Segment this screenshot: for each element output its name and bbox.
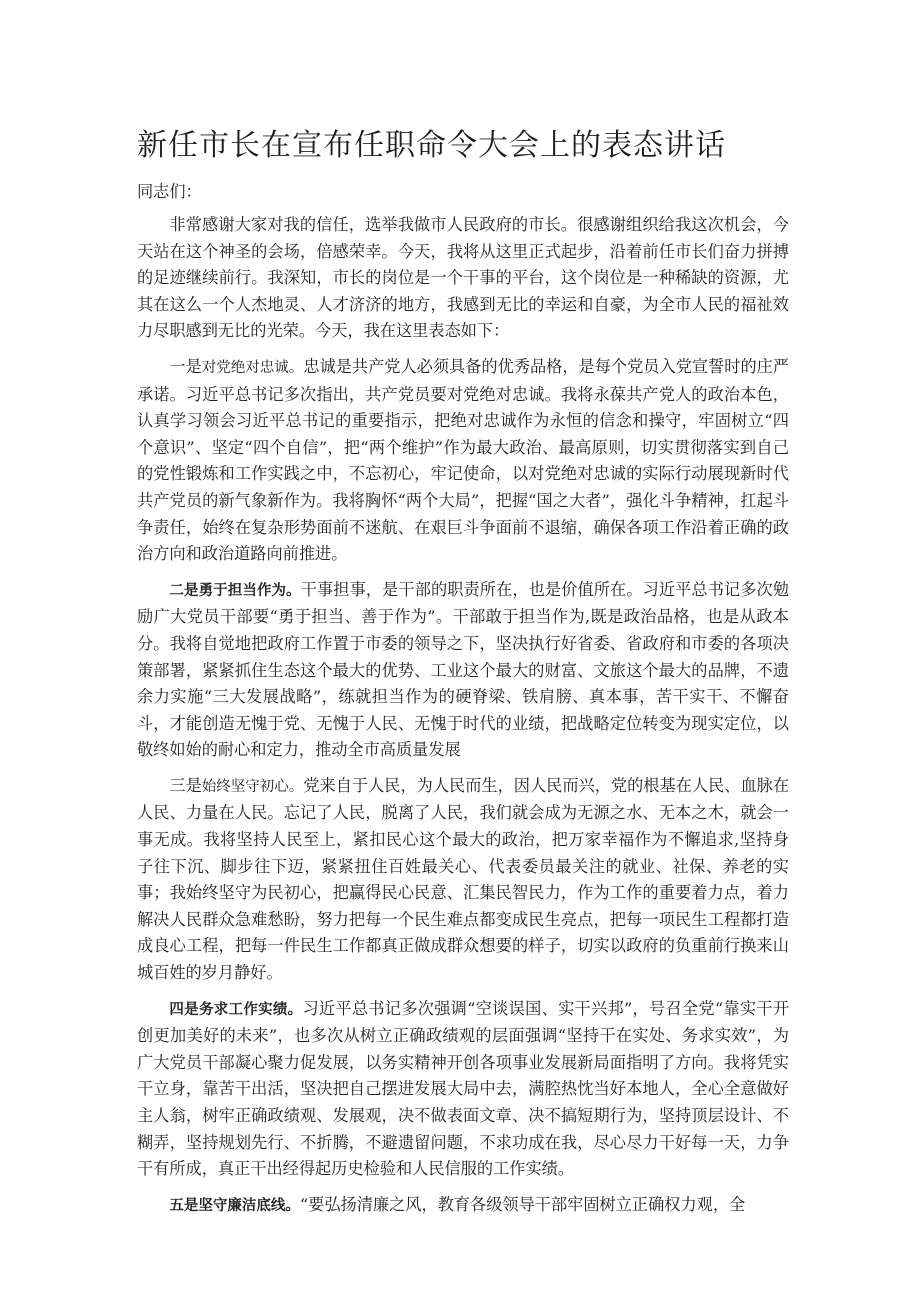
document-title: 新任市长在宣布任职命令大会上的表态讲话: [137, 128, 726, 163]
section-heading: 对党绝对忠诚。: [201, 359, 304, 376]
section-heading: 勇于担当作为。: [198, 582, 301, 599]
section-heading: 务求工作实绩。: [198, 1001, 303, 1018]
section-heading: 五是坚守廉洁底线。: [169, 1197, 300, 1214]
section-paragraph-5: [137, 1192, 789, 1220]
salutation: 同志们：: [137, 182, 202, 201]
section-body: 党来自于人民，为人民而生，因人民而兴，党的根基在人民、血脉在人民、力量在人民。忘记了人民，脱离了人民，我们就会成为无源之水、无本之木，就会一事无成。我将坚持人民至上，紧扣民心这个最大的政治，把万家幸福作为不懈追求,坚持身子往下沉、脚步往下迈，紧紧扭住百姓最关心、代表委员最关注的就业、社保、养老的实事；我始终坚守为民初心，把赢得民心民意、汇集民智民力，作为工作的重要着力点，着力解决人民群众急难愁盼，努力把每一个民生难点都变成民生亮点，把每一项民生工程都打造成良心工程，把每一件民生工作都真正做成群众想要的样子，切实以政府的负重前行换来山城百姓的岁月静好。: [137, 775, 790, 983]
section-paragraph-3: [137, 773, 789, 987]
section-body: 忠诚是共产党人必须具备的优秀品格，是每个党员入党宣誓时的庄严承诺。习近平总书记多次指出，共产党员要对党绝对忠诚。我将永葆共产党人的政治本色，认真学习领会习近平总书记的重要指示，把绝对忠诚作为永恒的信念和操守，牢固树立“四个意识”、坚定“四个自信”，把“两个维护”作为最大政治、最高原则，切实贯彻落实到自己的党性锻炼和工作实践之中，不忘初心，牢记使命，以对党绝对忠诚的实际行动展现新时代共产党员的新气象新作为。我将胸怀“两个大局”，把握“国之大者”，强化斗争精神，扛起斗争责任，始终在复杂形势面前不迷航、在艰巨斗争面前不退缩，确保各项工作沿着正确的政治方向和政治道路向前推进。: [137, 356, 790, 564]
section-body: 干事担事，是干部的职责所在，也是价值所在。习近平总书记多次勉励广大党员干部要“勇于担当、善于作为”。干部敢于担当作为,既是政治品格，也是从政本分。我将自觉地把政府工作置于市委的领导之下，坚决执行好省委、省政府和市委的各项决策部署，紧紧抓住生态这个最大的优势、工业这个最大的财富、文旅这个最大的品牌，不遗余力实施“三大发展战略”，练就担当作为的硬脊梁、铁肩膀、真本事，苦干实干、不懈奋斗，才能创造无愧于党、无愧于人民、无愧于时代的业绩，把战略定位转变为现实定位，以敬终如始的耐心和定力，推动全市高质量发展: [137, 579, 790, 760]
intro-paragraph: 非常感谢大家对我的信任，选举我做市人民政府的市长。很感谢组织给我这次机会，今天站在这个神圣的会场，倍感荣幸。今天，我将从这里正式起步，沿着前任市长们奋力拼搏的足迹继续前行。我深知，市长的岗位是一个干事的平台，这个岗位是一种稀缺的资源，尤其在这么一个人杰地灵、人才济济的地方，我感到无比的幸运和自豪，为全市人民的福祉效力尽职感到无比的光荣。今天，我在这里表态如下：: [137, 215, 789, 341]
section-body: “要弘扬清廉之风，教育各级领导干部牢固树立正确权力观，全: [299, 1194, 746, 1214]
section-heading: 始终坚守初心。: [201, 778, 304, 795]
section-prefix: 四是: [169, 1001, 199, 1018]
section-paragraph-1: [137, 354, 789, 568]
section-prefix: 一是: [169, 356, 202, 376]
section-paragraph-2: [137, 577, 789, 764]
section-prefix: 三是: [169, 775, 202, 795]
section-paragraph-4: [137, 996, 789, 1183]
section-body: 习近平总书记多次强调“空谈误国、实干兴邦”，号召全党“靠实干开创更加美好的未来”，也多次从树立正确政绩观的层面强调“坚持干在实处、务求实效”，为广大党员干部凝心聚力促发展，以务实精神开创各项事业发展新局面指明了方向。我将凭实干立身，靠苦干出活，坚决把自己摆进发展大局中去，满腔热忱当好本地人，全心全意做好主人翁，树牢正确政绩观、发展观，决不做表面文章、决不搞短期行为，坚持顶层设计、不糊弄，坚持规划先行、不折腾，不避遗留问题，不求功成在我，尽心尽力干好每一天，力争干有所成，真正干出经得起历史检验和人民信服的工作实绩。: [137, 998, 790, 1179]
document-body: [137, 124, 789, 1228]
section-prefix: 二是: [169, 582, 199, 599]
